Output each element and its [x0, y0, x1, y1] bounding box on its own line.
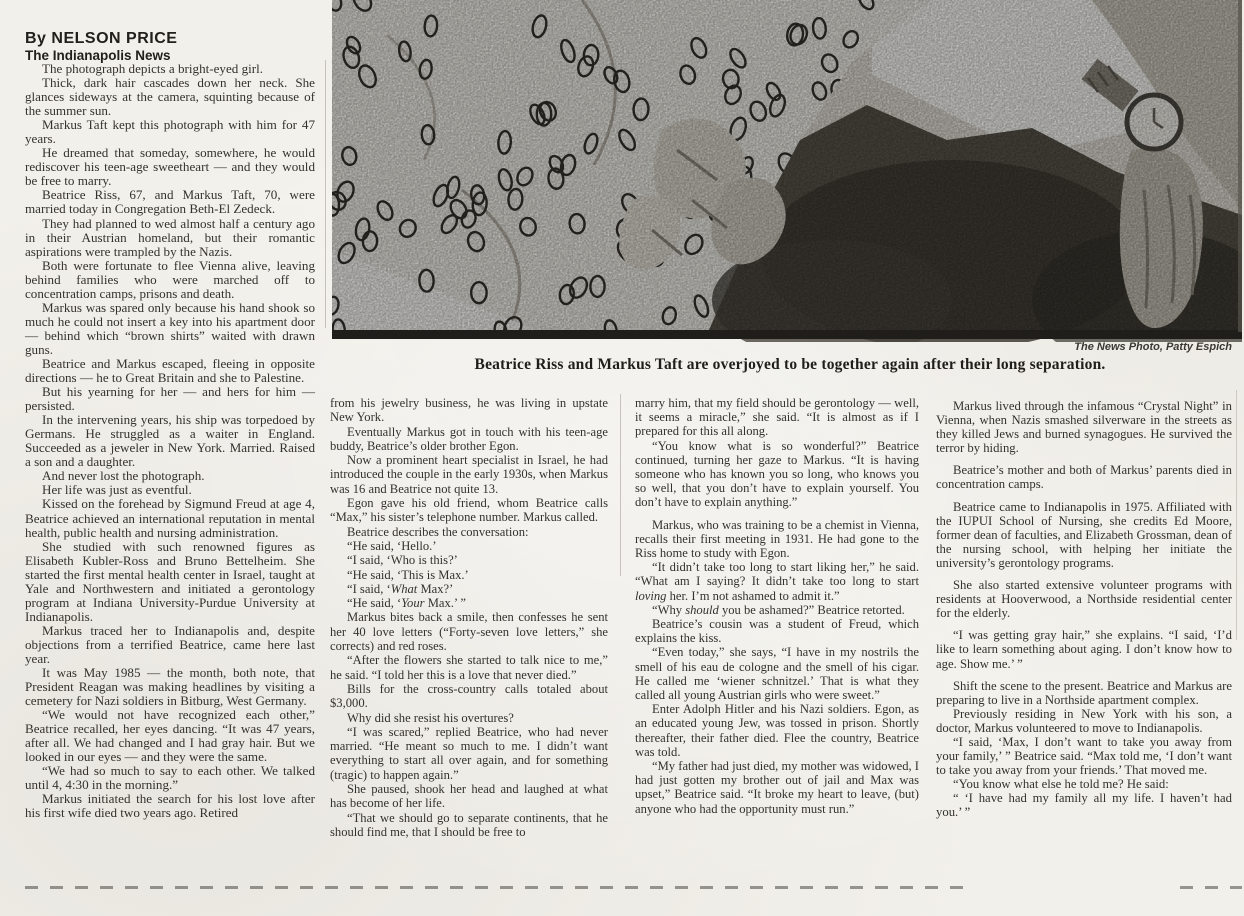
- page-bottom-tear: [1180, 886, 1242, 889]
- article-paragraph: Beatrice and Markus escaped, fleeing in opposite directions — he to Great Britain and she to Palestine.: [25, 355, 315, 386]
- article-paragraph: “ ‘I have had my family all my life. I haven’t had you.’ ”: [936, 791, 1232, 820]
- byline: [25, 30, 325, 64]
- article-paragraph: Enter Adolph Hitler and his Nazi soldiers. Egon, as an educated young Jew, was tossed in prison. Shortly thereafter, their father died. Flee the country, Beatrice was told.: [635, 702, 919, 759]
- article-paragraph: “That we should go to separate continents, that he should find me, that I should be free to: [330, 810, 608, 839]
- news-photo: [332, 0, 1242, 342]
- photo-right-border: [1238, 0, 1242, 332]
- photo-caption: Beatrice Riss and Markus Taft are overjoyed to be together again after their long separation.: [474, 356, 1106, 373]
- article-paragraph: Markus initiated the search for his lost love after his first wife died two years ago. Retired: [25, 791, 315, 821]
- article-paragraph: marry him, that my field should be gerontology — well, it seems a miracle,” she said. “It is almost as if I prepared for this all along.: [635, 396, 919, 439]
- article-paragraph: “I said, ‘Max, I don’t want to take you away from your family,’ ” Beatrice said. “Max told me, ‘I don’t want to take you away from your friends.’ That moved me.: [936, 734, 1232, 778]
- article-paragraph: Previously residing in New York with his son, a doctor, Markus volunteered to move to Indianapolis.: [936, 706, 1232, 735]
- article-paragraph: “Even today,” she says, “I have in my nostrils the smell of his eau de cologne and the smell of his cigar. He called me ‘wiener schnitzel.’ That is what they called all young Austrian girls who were sweet.”: [635, 645, 919, 703]
- article-paragraph: Egon gave his old friend, whom Beatrice calls “Max,” his sister’s telephone number. Markus called.: [330, 496, 608, 525]
- article-paragraph: “You know what is so wonderful?” Beatrice continued, turning her gaze to Markus. “It is having someone who has known you so long, who knows you so well, that you don’t have to explain yourself. You don’t have to explain anything.”: [635, 438, 919, 510]
- byline-author: By NELSON PRICE: [25, 30, 178, 47]
- article-paragraph: Markus was spared only because his hand shook so much he could not insert a key into his apartment door — behind which “brown shirts” waited with drawn guns.: [25, 299, 315, 357]
- article-paragraph: Her life was just as eventful.: [42, 482, 192, 498]
- article-paragraph: Markus lived through the infamous “Crystal Night” in Vienna, when Nazis smashed silverware in the streets as they killed Jews and burned synagogues. He survived the terror by hiding.: [936, 399, 1232, 456]
- article-paragraph: Markus Taft kept this photograph with him for 47 years.: [25, 117, 315, 147]
- article-paragraph: “He said, ‘Your Max.’ ”: [347, 596, 466, 611]
- article-paragraph: Now a prominent heart specialist in Israel, he had introduced the couple in the early 1930s, when Markus was 16 and Beatrice not quite 13.: [330, 453, 608, 496]
- scan-artifact-line: [620, 394, 621, 576]
- news-photo-art: [332, 0, 1242, 342]
- photo-bottom-border: [332, 330, 1242, 339]
- article-paragraph: Shift the scene to the present. Beatrice and Markus are preparing to live in a Northside apartment complex.: [936, 678, 1232, 707]
- photo-credit: The News Photo, Patty Espich: [1074, 341, 1232, 353]
- article-paragraph: “We had so much to say to each other. We talked until 4, 4:30 in the morning.”: [25, 763, 315, 793]
- article-paragraph: And never lost the photograph.: [42, 468, 205, 484]
- article-paragraph: The photograph depicts a bright-eyed girl.: [42, 61, 264, 76]
- article-paragraph: Both were fortunate to flee Vienna alive, leaving behind families who were marched off to concentration camps, prisons and death.: [25, 257, 315, 301]
- article-column-1: [25, 62, 315, 821]
- article-paragraph: He dreamed that someday, somewhere, he would rediscover his teen-age sweetheart — and they would be free to marry.: [25, 145, 315, 189]
- byline-organization: The Indianapolis News: [25, 48, 171, 63]
- article-paragraph: She paused, shook her head and laughed at what has become of her life.: [330, 782, 608, 811]
- article-paragraph: Thick, dark hair cascades down her neck. She glances sideways at the camera, squinting because of the summer sun.: [25, 75, 315, 119]
- photo-grain: [332, 0, 1242, 332]
- article-paragraph: Markus traced her to Indianapolis and, despite objections from a terrified Beatrice, came here last year.: [25, 622, 315, 666]
- article-column-3: [635, 396, 919, 816]
- article-paragraph: Bills for the cross-country calls totaled about $3,000.: [330, 681, 608, 711]
- article-paragraph: It was May 1985 — the month, both note, that President Reagan was making headlines by visiting a cemetery for Nazi soldiers in Bitburg, West Germany.: [25, 665, 315, 709]
- article-paragraph: “We would not have recognized each other,” Beatrice recalled, her eyes dancing. “It was 47 years, after all. We had changed and I had gray hair. But we looked in our eyes — and they were the same.: [25, 707, 315, 765]
- article-paragraph: Beatrice’s cousin was a student of Freud, which explains the kiss.: [635, 617, 919, 646]
- scan-artifact-line: [1236, 390, 1237, 640]
- article-paragraph: Eventually Markus got in touch with his teen-age buddy, Beatrice’s older brother Egon.: [330, 424, 608, 453]
- article-paragraph: Why did she resist his overtures?: [347, 710, 514, 725]
- article-paragraph: “He said, ‘This is Max.’: [347, 567, 469, 582]
- article-paragraph: “I said, ‘Who is this?’: [347, 553, 458, 568]
- article-paragraph: “I was scared,” replied Beatrice, who had never married. “He meant so much to me. I didn’t want everything to start all over again, and for something (tragic) to happen again.”: [330, 724, 608, 782]
- article-column-2: [330, 396, 608, 839]
- article-paragraph: Beatrice Riss, 67, and Markus Taft, 70, were married today in Congregation Beth-El Zedeck.: [25, 187, 315, 217]
- article-paragraph: “Why should you be ashamed?” Beatrice retorted.: [652, 602, 905, 617]
- article-paragraph: “It didn’t take too long to start liking her,” he said. “What am I saying? It didn’t take too long to start loving her. I’m not ashamed to admit it.”: [635, 560, 919, 603]
- article-paragraph: “He said, ‘Hello.’: [347, 538, 437, 553]
- article-paragraph: In the intervening years, his ship was torpedoed by Germans. He struggled as a waiter in England. Succeeded as a jeweler in New York. Married. Raised a son and a daughter.: [25, 412, 315, 470]
- article-paragraph: But his yearning for her — and hers for him — persisted.: [25, 384, 315, 414]
- article-column-4: [936, 399, 1232, 820]
- article-paragraph: Beatrice’s mother and both of Markus’ parents died in concentration camps.: [936, 463, 1232, 492]
- article-paragraph: Markus, who was training to be a chemist in Vienna, recalls their first meeting in 1931. He had gone to the Riss home to study with Egon.: [635, 517, 919, 561]
- article-paragraph: She also started extensive volunteer programs with residents at Hooverwood, a Northside residential center for the elderly.: [936, 578, 1232, 621]
- article-paragraph: “You know what else he told me? He said:: [953, 777, 1169, 792]
- page-bottom-tear: [25, 886, 975, 889]
- article-paragraph: “After the flowers she started to talk nice to me,” he said. “I told her this is a love that never died.”: [330, 653, 608, 682]
- article-paragraph: “I was getting gray hair,” she explains. “I said, ‘I’d like to learn something about aging. I don’t know how to age. Show me.’ ”: [936, 628, 1232, 671]
- scan-artifact-line: [325, 60, 326, 328]
- article-paragraph: She studied with such renowned figures as Elisabeth Kubler-Ross and Bruno Bettelheim. She started the first mental health center in Israel, taught at Yale and Northwestern and initiated a gerontology program at Indiana University-Purdue University at Indianapolis.: [25, 538, 315, 624]
- article-paragraph: Markus bites back a smile, then confesses he sent her 40 love letters (“Forty-seven love letters,” she corrects) and red roses.: [330, 610, 608, 654]
- article-paragraph: “My father had just died, my mother was widowed, I had just gotten my brother out of jail and Max was upset,” Beatrice said. “It broke my heart to leave, (but) anyone who had the opportunity must run.”: [635, 759, 919, 816]
- article-paragraph: Beatrice describes the conversation:: [347, 524, 529, 539]
- article-paragraph: from his jewelry business, he was living in upstate New York.: [330, 396, 608, 425]
- article-paragraph: Beatrice came to Indianapolis in 1975. Affiliated with the IUPUI School of Nursing, she credits Ed Moore, former dean of faculties, and Elizabeth Grossman, dean of the nursing school, with helping her initiate the university’s gerontology programs.: [936, 499, 1232, 570]
- article-paragraph: “I said, ‘What Max?’: [347, 581, 454, 596]
- article-paragraph: They had planned to wed almost half a century ago in their Austrian homeland, but their romantic aspirations were trampled by the Nazis.: [25, 215, 315, 259]
- article-paragraph: Kissed on the forehead by Sigmund Freud at age 4, Beatrice achieved an international reputation in mental health, public health and nursing administration.: [25, 496, 315, 540]
